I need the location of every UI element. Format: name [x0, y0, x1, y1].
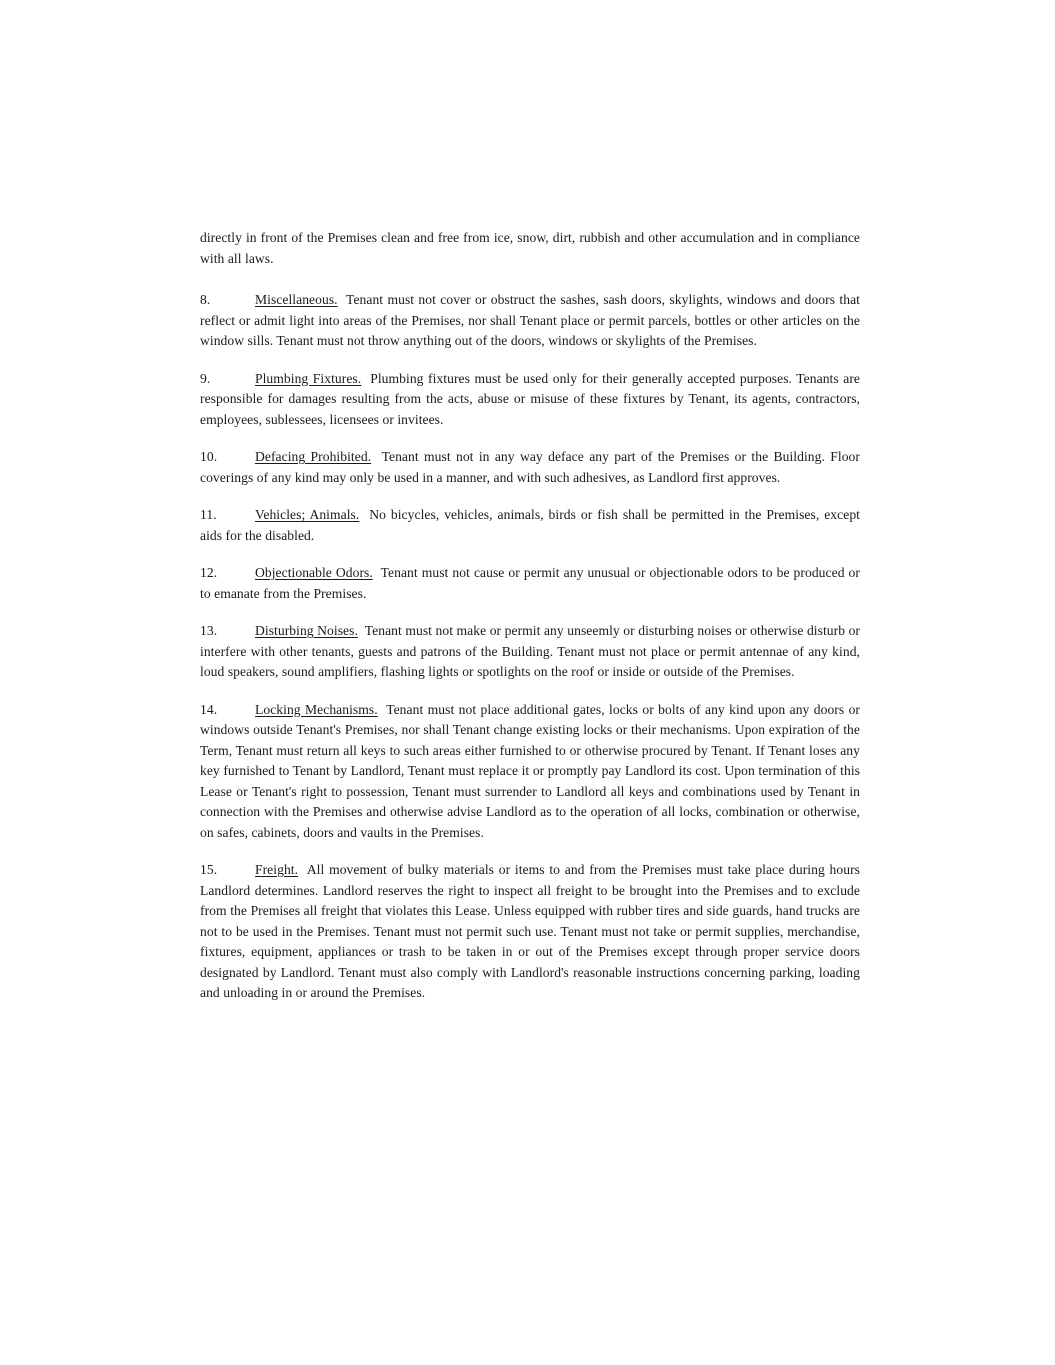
intro-paragraph: directly in front of the Premises clean and free from ice, snow, dirt, rubbish and other accumulation and in compliance with all laws. [200, 230, 860, 266]
section-8-miscellaneous [200, 290, 860, 352]
section-text: All movement of bulky materials or items to and from the Premises must take place during hours Landlord determines. Landlord reserves the right to inspect all freight to be brought into the Premises and to exclude from the Premises all freight that violates this Lease. Unless equipped with rubber tires and side guards, hand trucks are not to be used in the Premises. Tenant must not permit such use. Tenant must not take or permit supplies, merchandise, fixtures, equipment, appliances or trash to be taken in or out of the Premises except through proper service doors designated by Landlord. Tenant must also comply with Landlord's reasonable instructions concerning parking, loading and unloading in or around the Premises. [200, 862, 860, 1000]
section-text: Plumbing fixtures must be used only for their generally accepted purposes. Tenants are responsible for damages resulting from the acts, abuse or misuse of these fixtures by Tenant, its agents, contractors, employees, sublessees, licensees or invitees. [200, 370, 860, 427]
section-12-objectionable-odors [200, 563, 860, 604]
section-9-plumbing-fixtures [200, 369, 860, 431]
section-number: 9. [200, 370, 211, 386]
section-14-locking-mechanisms [200, 700, 860, 844]
section-heading: Plumbing Fixtures. [255, 370, 362, 386]
section-number: 15. [200, 862, 218, 877]
document-body [200, 228, 860, 1021]
section-heading: Vehicles; Animals. [255, 507, 360, 522]
section-number: 8. [200, 292, 211, 307]
section-text: Tenant must not in any way deface any part of the Premises or the Building. Floor coverings of any kind may only be used in a manner, and with such adhesives, as Landlord first approves. [200, 449, 860, 485]
section-number: 11. [200, 507, 217, 522]
section-number: 12. [200, 565, 218, 580]
section-15-freight [200, 860, 860, 1004]
section-text: Tenant must not cause or permit any unusual or objectionable odors to be produced or to emanate from the Premises. [200, 565, 860, 601]
section-text: No bicycles, vehicles, animals, birds or fish shall be permitted in the Premises, except aids for the disabled. [200, 507, 860, 543]
section-number: 10. [200, 449, 218, 464]
section-10-defacing-prohibited [200, 447, 860, 488]
section-13-disturbing-noises [200, 621, 860, 683]
section-text: Tenant must not make or permit any unseemly or disturbing noises or otherwise disturb or interfere with other tenants, guests and patrons of the Building. Tenant must not place or permit antennae of any kind, loud speakers, sound amplifiers, flashing lights or spotlights on the roof or inside or outside of the Premises. [200, 623, 860, 679]
section-11-vehicles-animals [200, 505, 860, 546]
section-heading: Defacing Prohibited. [255, 449, 372, 464]
section-text: Tenant must not place additional gates, locks or bolts of any kind upon any doors or windows outside Tenant's Premises, nor shall Tenant change existing locks or their mechanisms. Upon expiration of the Term, Tenant must return all keys to such areas either furnished to or otherwise procured by Tenant. If Tenant loses any key furnished to Tenant by Landlord, Tenant must replace it or promptly pay Landlord its cost. Upon termination of this Lease or Tenant's right to possession, Tenant must surrender to Landlord all keys and combinations used by Tenant in connection with the Premises and otherwise advise Landlord as to the operation of all locks, combination or otherwise, on safes, cabinets, doors and vaults in the Premises. [200, 701, 861, 840]
section-number: 14. [200, 701, 218, 717]
section-heading: Locking Mechanisms. [255, 701, 378, 717]
section-text: Tenant must not cover or obstruct the sashes, sash doors, skylights, windows and doors that reflect or admit light into areas of the Premises, nor shall Tenant place or permit parcels, bottles or other articles on the window sills. Tenant must not throw anything out of the doors, windows or skylights of the Premises. [200, 292, 860, 348]
section-heading: Objectionable Odors. [255, 565, 373, 580]
section-heading: Disturbing Noises. [255, 623, 358, 638]
section-heading: Miscellaneous. [255, 292, 338, 307]
section-number: 13. [200, 623, 218, 638]
section-heading: Freight. [255, 862, 299, 877]
